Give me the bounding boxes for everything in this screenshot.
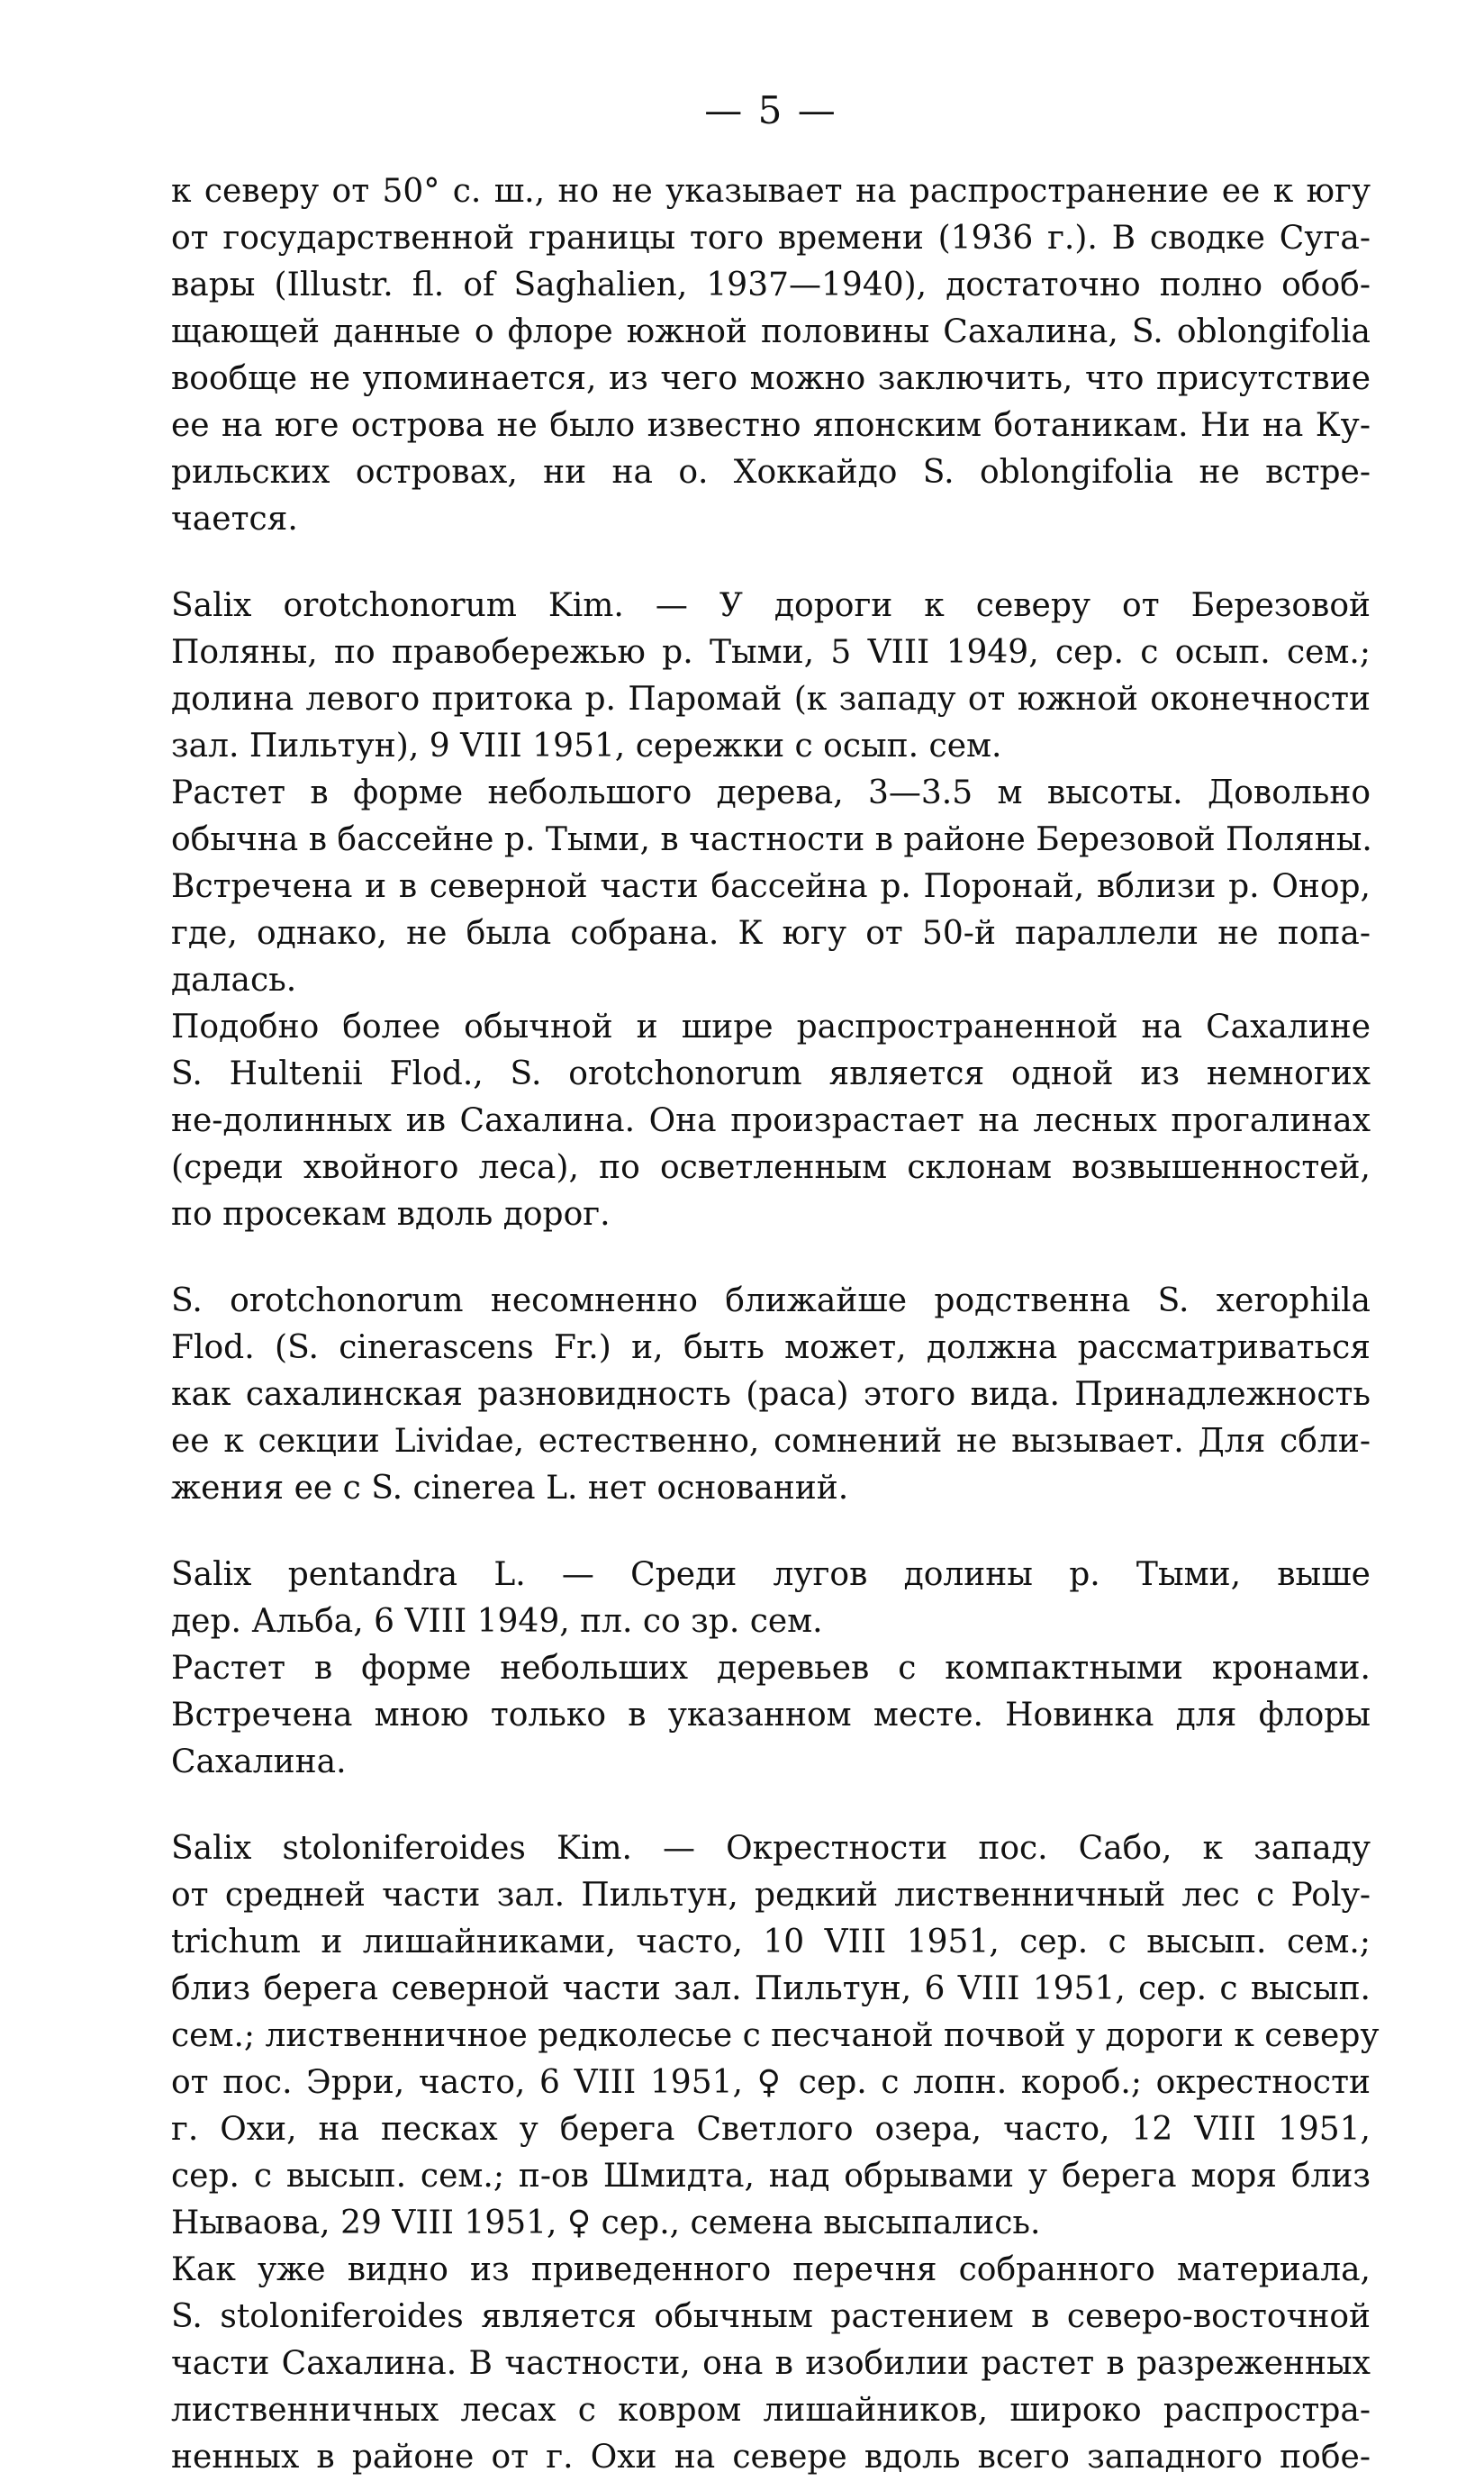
paragraph-salix-stoloniferoides	[171, 1825, 1380, 2247]
text-line: где, однако, не была собрана. К югу от 50-й параллели не попа-	[171, 915, 1371, 952]
text-line: Flod. (S. cinerascens Fr.) и, быть может, должна рассматриваться	[171, 1329, 1371, 1366]
text-line: Нываова, 29 VIII 1951, ♀ сер., семена высыпались.	[171, 2205, 1041, 2241]
text-line: Встречена и в северной части бассейна р. Поронай, вблизи р. Онор,	[171, 868, 1371, 905]
text-line: Встречена мною только в указанном месте. Новинка для флоры	[171, 1697, 1371, 1734]
text-line: дер. Альба, 6 VIII 1949, пл. со зр. сем.	[171, 1603, 823, 1640]
text-line: щающей данные о флоре южной половины Сахалина, S. oblongifolia	[171, 313, 1371, 350]
text-line: ее к секции Lividae, естественно, сомнений не вызывает. Для сбли-	[171, 1423, 1371, 1460]
text-line: чается.	[171, 501, 298, 538]
paragraph-4	[171, 1004, 1371, 1238]
text-line: Поляны, по правобережью р. Тыми, 5 VIII 1949, сер. с осып. сем.;	[171, 634, 1371, 671]
text-line: обычна в бассейне р. Тыми, в частности в районе Березовой Поляны.	[171, 821, 1372, 858]
paragraph-salix-orotchonorum	[171, 583, 1371, 770]
text-line: сер. с высып. сем.; п-ов Шмидта, над обрывами у берега моря близ	[171, 2158, 1371, 2195]
text-line: (среди хвойного леса), по осветленным склонам возвышенностей,	[171, 1149, 1371, 1186]
text-line: от государственной границы того времени (1936 г.). В сводке Суга-	[171, 220, 1371, 257]
text-line: ее на юге острова не было известно японским ботаникам. Ни на Ку-	[171, 407, 1371, 444]
paragraph-salix-pentandra	[171, 1552, 1371, 1645]
text-line: долина левого притока р. Паромай (к западу от южной оконечности	[171, 681, 1371, 718]
text-line: части Сахалина. В частности, она в изобилии растет в разреженных	[171, 2345, 1371, 2382]
text-line: вообще не упоминается, из чего можно заключить, что присутствие	[171, 360, 1371, 397]
text-line: S. Hultenii Flod., S. orotchonorum является одной из немногих	[171, 1055, 1371, 1092]
text-line: Salix pentandra L. — Среди лугов долины р. Тыми, выше	[171, 1556, 1371, 1593]
text-line: trichum и лишайниками, часто, 10 VIII 1951, сер. с высып. сем.;	[171, 1924, 1371, 1960]
text-line: рильских островах, ни на о. Хоккайдо S. oblongifolia не встре-	[171, 454, 1371, 491]
paragraph-1	[171, 168, 1371, 543]
text-line: Salix stoloniferoides Kim. — Окрестности пос. Сабо, к западу	[171, 1830, 1371, 1867]
text-line: по просекам вдоль дорог.	[171, 1196, 611, 1233]
text-line: от пос. Эрри, часто, 6 VIII 1951, ♀ сер. с лопн. короб.; окрестности	[171, 2064, 1371, 2101]
text-line: Подобно более обычной и шире распространенной на Сахалине	[171, 1009, 1371, 1046]
text-line: к северу от 50° с. ш., но не указывает на распространение ее к югу	[171, 173, 1371, 210]
text-line: S. orotchonorum несомненно ближайше родственна S. xerophila	[171, 1282, 1371, 1319]
text-line: не-долинных ив Сахалина. Она произрастает на лесных прогалинах	[171, 1102, 1371, 1139]
paragraph-7	[171, 1645, 1371, 1786]
text-line: Salix orotchonorum Kim. — У дороги к северу от Березовой	[171, 587, 1371, 624]
paragraph-3	[171, 770, 1371, 1004]
text-line: S. stoloniferoides является обычным растением в северо-восточной	[171, 2298, 1371, 2335]
text-line: Сахалина.	[171, 1743, 347, 1780]
text-line: Растет в форме небольшого дерева, 3—3.5 м высоты. Довольно	[171, 774, 1371, 811]
text-line: далась.	[171, 962, 297, 999]
page-number: — 5 —	[704, 88, 837, 132]
paragraph-5	[171, 1278, 1371, 1512]
text-line: Как уже видно из приведенного перечня собранного материала,	[171, 2251, 1371, 2288]
text-line: вары (Illustr. fl. of Saghalien, 1937—1940), достаточно полно обоб-	[171, 267, 1371, 303]
text-line: от средней части зал. Пильтун, редкий лиственничный лес с Poly-	[171, 1877, 1371, 1914]
text-line: зал. Пильтун), 9 VIII 1951, сережки с осып. сем.	[171, 728, 1002, 765]
text-line: г. Охи, на песках у берега Светлого озера, часто, 12 VIII 1951,	[171, 2111, 1371, 2148]
text-line: Растет в форме небольших деревьев с компактными кронами.	[171, 1650, 1371, 1687]
text-line: сем.; лиственничное редколесье с песчаной почвой у дороги к северу	[171, 2017, 1380, 2054]
text-line: лиственничных лесах с ковром лишайников, широко распростра-	[171, 2392, 1371, 2429]
text-line: как сахалинская разновидность (раса) этого вида. Принадлежность	[171, 1376, 1371, 1413]
text-line: близ берега северной части зал. Пильтун, 6 VIII 1951, сер. с высып.	[171, 1970, 1371, 2007]
text-line: ненных в районе от г. Охи на севере вдоль всего западного побе-	[171, 2439, 1371, 2476]
text-line: жения ее с S. cinerea L. нет оснований.	[171, 1470, 849, 1507]
paragraph-9	[171, 2247, 1371, 2481]
document-page	[171, 86, 1380, 2481]
